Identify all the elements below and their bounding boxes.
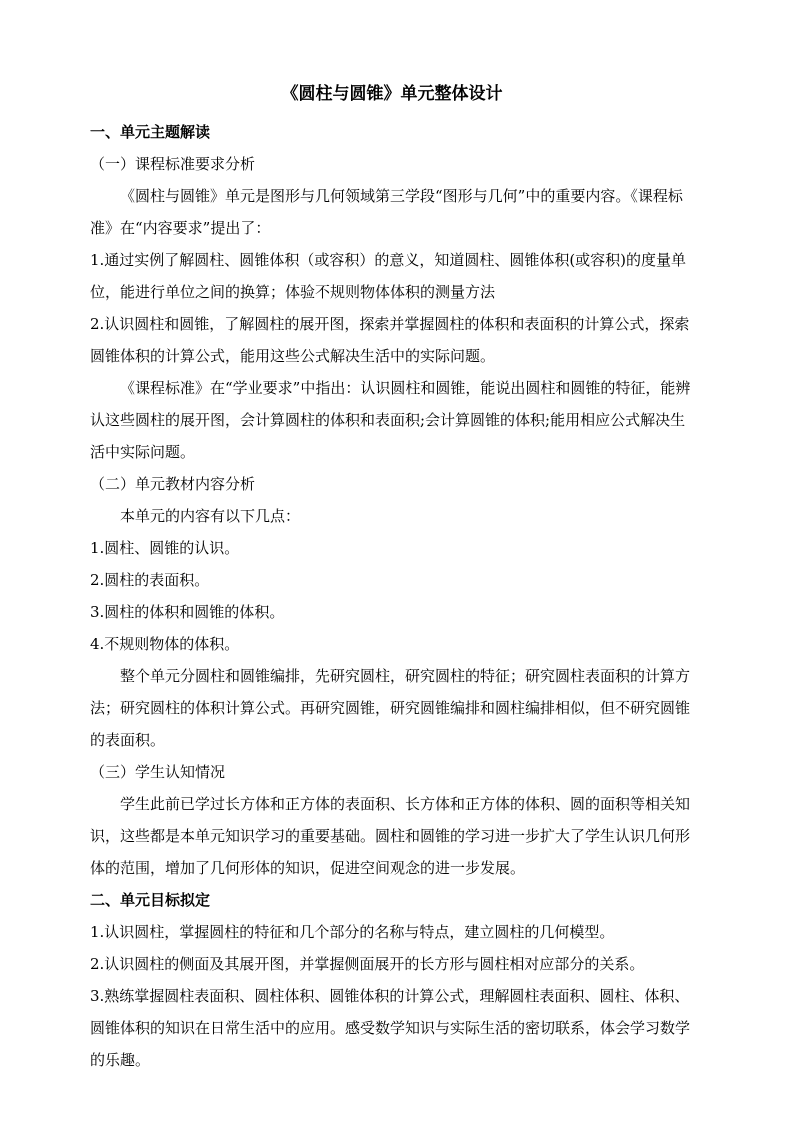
- paragraph-academic-requirement: 《课程标准》在“学业要求”中指出：认识圆柱和圆锥，能说出圆柱和圆锥的特征，能辨认这些圆柱的展开图，会计算圆柱的体积和表面积;会计算圆锥的体积;能用相应公式解决生活中实际问题。: [90, 379, 691, 461]
- paragraph-curriculum-intro: 《圆柱与圆锥》单元是图形与几何领域第三学段“图形与几何”中的重要内容。《课程标准》在“内容要求”提出了：: [90, 187, 683, 237]
- content-list-item: 4.不规则物体的体积。: [90, 635, 240, 653]
- section-heading-1: 一、单元主题解读: [90, 123, 211, 141]
- subsection-heading-2: （二）单元教材内容分析: [90, 475, 256, 493]
- paragraph-content-intro: 本单元的内容有以下几点：: [120, 507, 301, 525]
- goal-item-3: 3.熟练掌握圆柱表面积、圆柱体积、圆锥体积的计算公式，理解圆柱表面积、圆柱、体积、圆锥体积的知识在日常生活中的应用。感受数学知识与实际生活的密切联系，体会学习数学的乐趣。: [90, 987, 691, 1069]
- paragraph-student-cognition: 学生此前已学过长方体和正方体的表面积、长方体和正方体的体积、圆的面积等相关知识，这些都是本单元知识学习的重要基础。圆柱和圆锥的学习进一步扩大了学生认识几何形体的范围，增加了几何形体的知识，促进空间观念的进一步发展。: [90, 795, 691, 877]
- subsection-heading-3: （三）学生认知情况: [90, 763, 226, 781]
- subsection-heading-1: （一）课程标准要求分析: [90, 155, 256, 173]
- goal-item-1: 1.认识圆柱，掌握圆柱的特征和几个部分的名称与特点，建立圆柱的几何模型。: [90, 923, 615, 941]
- document-title: 《圆柱与圆锥》单元整体设计: [281, 84, 503, 104]
- section-heading-2: 二、单元目标拟定: [90, 891, 211, 909]
- content-list-item: 3.圆柱的体积和圆锥的体积。: [90, 603, 285, 621]
- goal-item-2: 2.认识圆柱的侧面及其展开图，并掌握侧面展开的长方形与圆柱相对应部分的关系。: [90, 955, 645, 973]
- paragraph-unit-arrangement: 整个单元分圆柱和圆锥编排，先研究圆柱，研究圆柱的特征；研究圆柱表面积的计算方法；研究圆柱的体积计算公式。再研究圆锥，研究圆锥编排和圆柱编排相似，但不研究圆锥的表面积。: [90, 667, 691, 749]
- content-list-item: 2.圆柱的表面积。: [90, 571, 210, 589]
- requirement-item-1: 1.通过实例了解圆柱、圆锥体积（或容积）的意义，知道圆柱、圆锥体积(或容积)的度量单位，能进行单位之间的换算；体验不规则物体体积的测量方法: [90, 251, 687, 301]
- requirement-item-2: 2.认识圆柱和圆锥，了解圆柱的展开图，探索并掌握圆柱的体积和表面积的计算公式，探索圆锥体积的计算公式，能用这些公式解决生活中的实际问题。: [90, 315, 690, 365]
- content-list-item: 1.圆柱、圆锥的认识。: [90, 539, 240, 557]
